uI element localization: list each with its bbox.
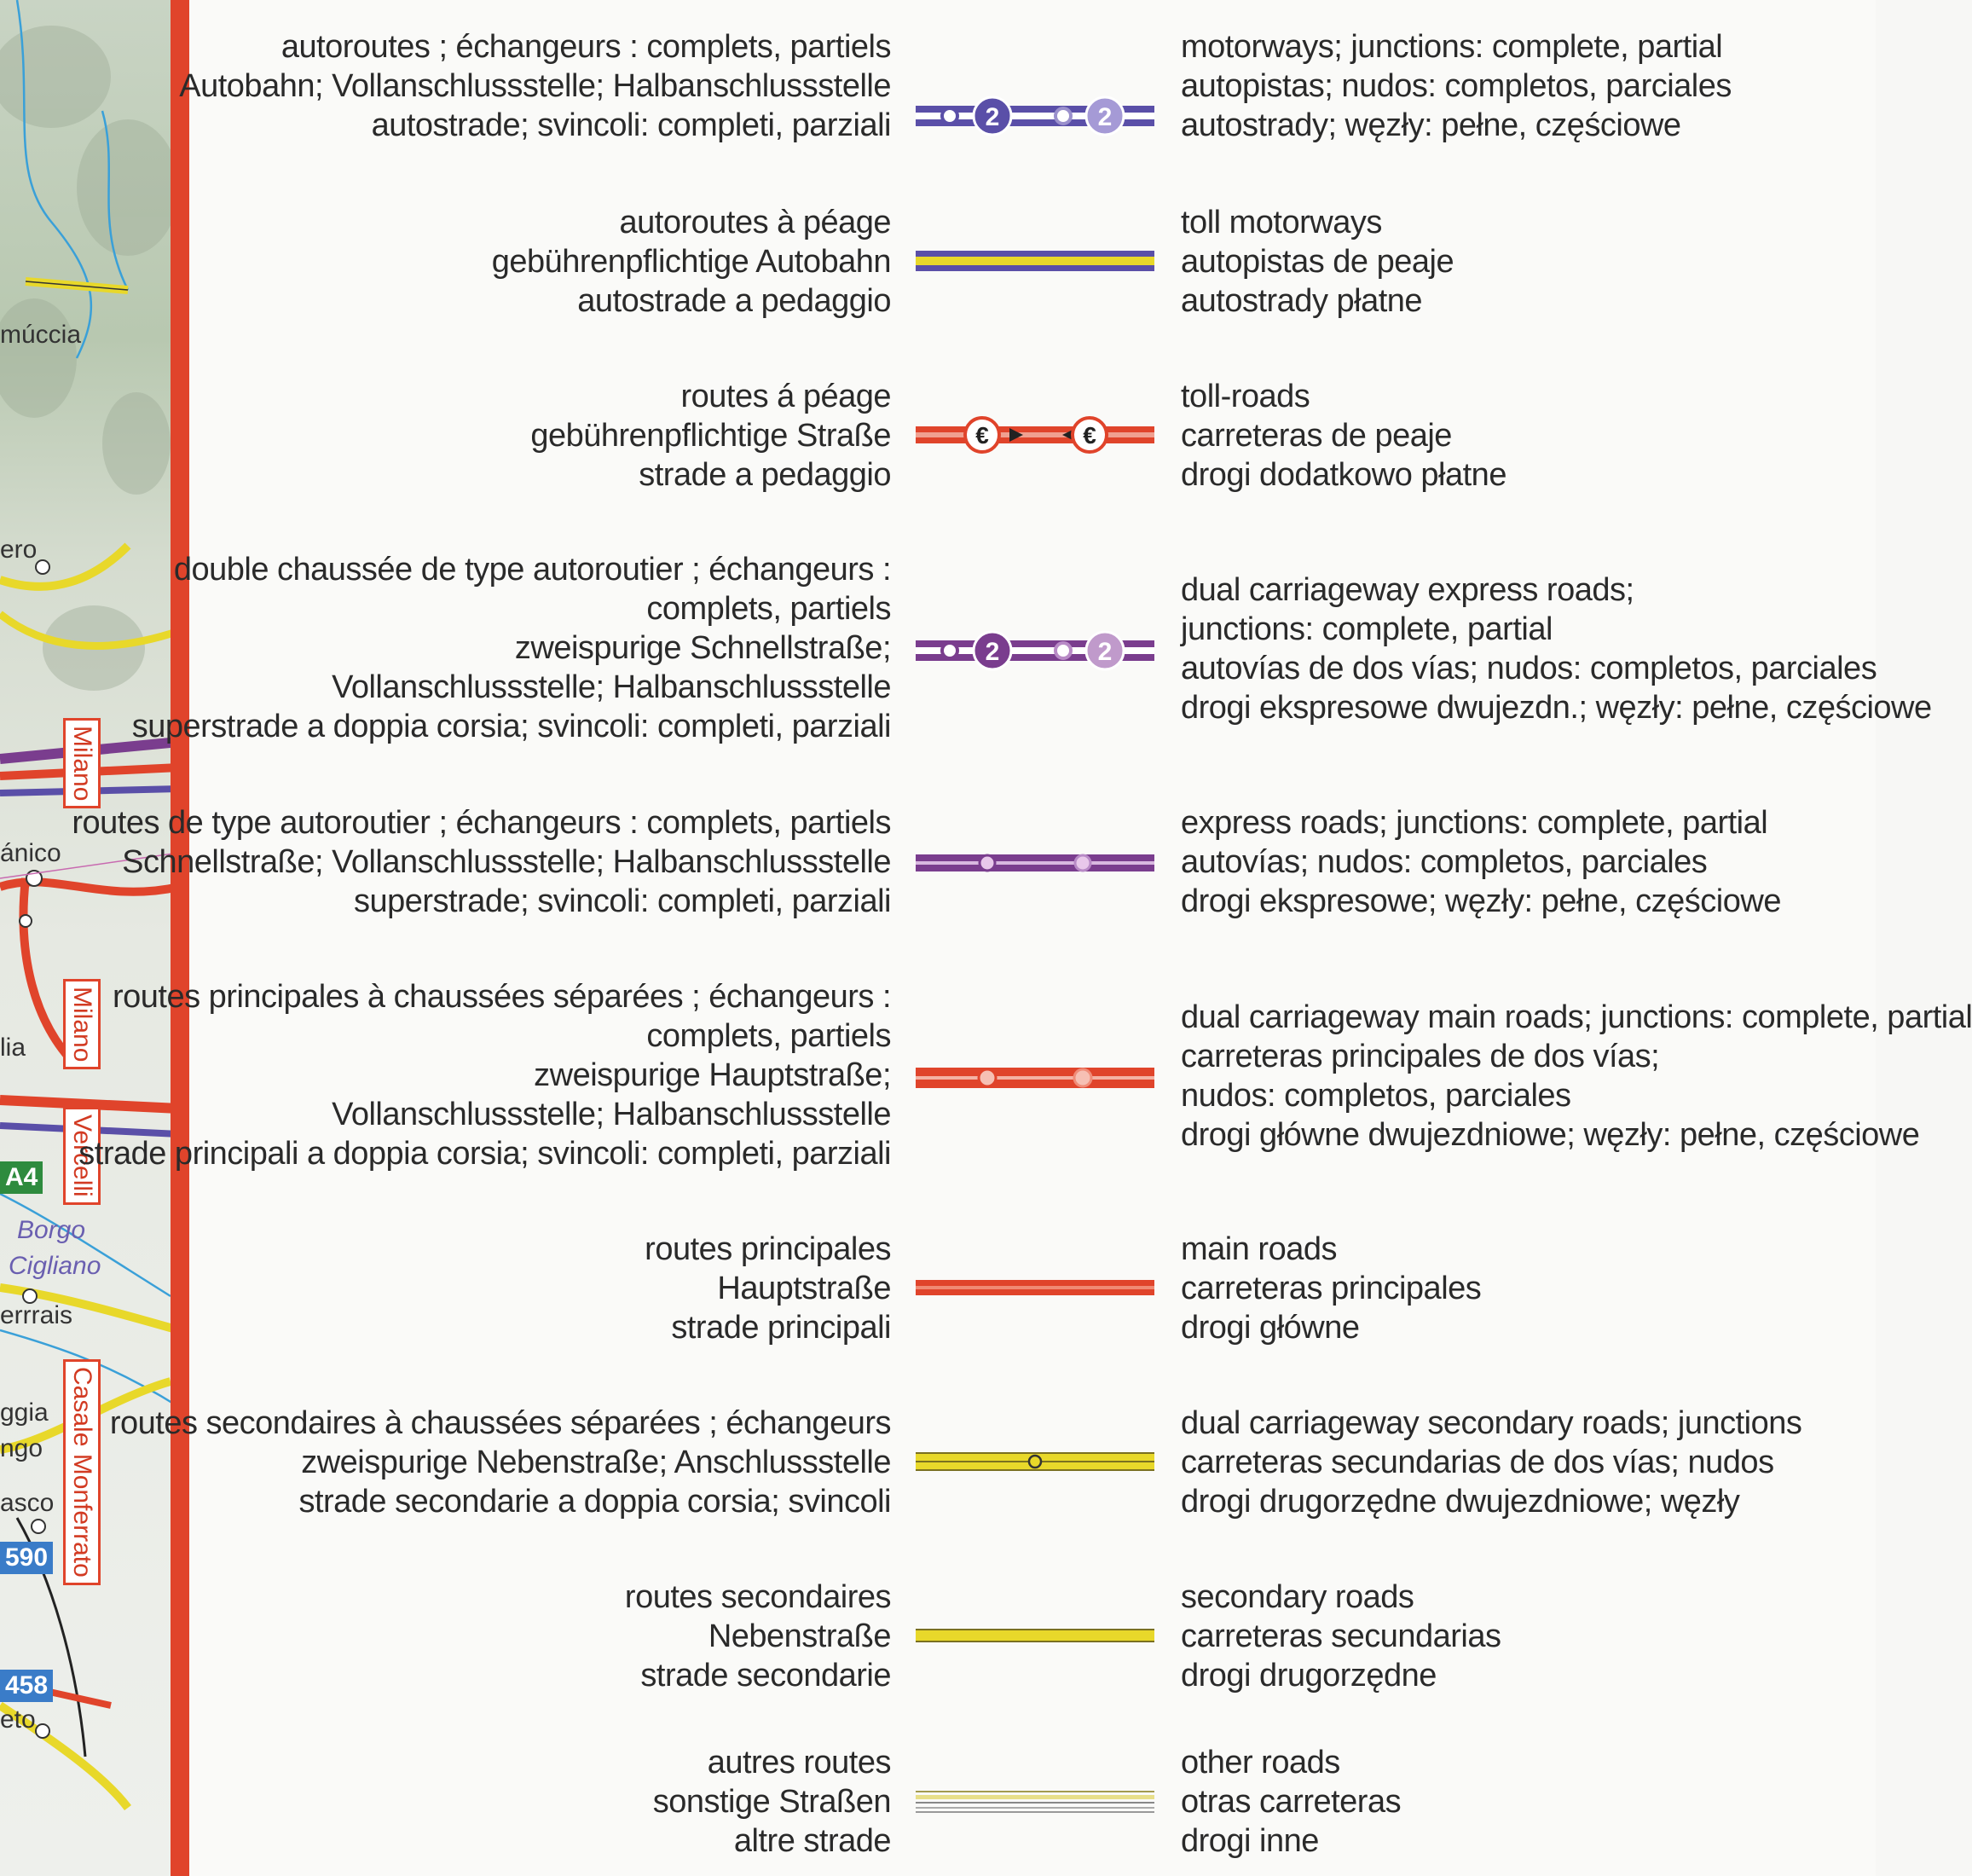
euro-icon: € — [975, 422, 989, 449]
legend-row-toll-roads — [189, 377, 1876, 496]
legend-text-right: express roads; junctions: complete, partial autovías; nudos: completos, parciales drogi ekspresowe; węzły: pełne, częściowe — [1181, 805, 1781, 919]
junction-number: 2 — [1097, 103, 1113, 131]
legend-text-left: routes principales à chaussées séparées ; échangeurs : complets, partiels zweispurige Hauptstraße; Vollanschlussstelle; Halbanschlussstelle strade principali a doppia corsia; svincoli: completi, parziali — [78, 979, 891, 1172]
dual-main-road-symbol — [916, 1052, 1154, 1103]
legend-text-left: routes secondaires à chaussées séparées ; échangeurs zweispurige Nebenstraße; Anschlussstelle strade secondarie a doppia corsia; svincoli — [109, 1405, 891, 1520]
toll-road-symbol — [916, 409, 1154, 460]
legend-text-right: toll motorways autopistas de peaje autostrady płatne — [1181, 205, 1454, 319]
express-road-symbol — [916, 837, 1154, 889]
place-label: lia — [0, 1034, 26, 1062]
legend-text-right: toll-roads carreteras de peaje drogi dodatkowo płatne — [1181, 379, 1506, 493]
legend-row-motorways — [179, 27, 1876, 147]
road-badge: 590 — [0, 1542, 53, 1574]
legend-text-right: other roads otras carreteras drogi inne — [1181, 1745, 1402, 1859]
map-frame-border — [171, 0, 189, 1876]
route-label: Milano — [63, 718, 101, 808]
legend-text-right: motorways; junctions: complete, partial autopistas; nudos: completos, parciales autostrady; węzły: pełne, częściowe — [1181, 29, 1732, 143]
place-label: ngo — [0, 1434, 43, 1462]
place-label: ero — [0, 536, 38, 564]
route-label: Vercelli — [63, 1107, 101, 1205]
place-label: errrais — [0, 1301, 73, 1329]
legend-text-right: main roads carreteras principales drogi główne — [1181, 1231, 1482, 1346]
legend-text-left: autoroutes à péage gebührenpflichtige Autobahn autostrade a pedaggio — [491, 205, 891, 319]
map-strip — [0, 0, 179, 1876]
legend-row-dual-express — [131, 550, 1932, 746]
route-label: Milano — [63, 979, 101, 1069]
legend-text-left: routes secondaires Nebenstraße strade secondarie — [624, 1579, 891, 1694]
route-label: Casale Monferrato — [63, 1359, 101, 1585]
legend-text-left: routes principales Hauptstraße strade principali — [645, 1231, 891, 1346]
legend-text-left: routes á péage gebührenpflichtige Straße strade a pedaggio — [530, 379, 891, 493]
legend-row-main-roads — [189, 1230, 1876, 1349]
legend-row-other-roads — [189, 1743, 1876, 1862]
legend-text-right: dual carriageway main roads; junctions: complete, partial carreteras principales de dos vías; nudos: completos, parciales drogi główne dwujezdniowe; węzły: pełne, częściowe — [1181, 999, 1972, 1153]
dual-express-junction-symbol — [916, 625, 1154, 676]
toll-motorway-symbol — [916, 235, 1154, 287]
legend-row-secondary-roads — [189, 1578, 1876, 1697]
place-label: ggia — [0, 1398, 49, 1427]
place-label: ánico — [0, 839, 61, 867]
legend-text-left: routes de type autoroutier ; échangeurs : complets, partiels Schnellstraße; Vollanschlussstelle; Halbanschlussstelle superstrade; svincoli: completi, parziali — [72, 805, 891, 919]
legend-text-left: autres routes sonstige Straßen altre strade — [652, 1745, 891, 1859]
place-label: asco — [0, 1489, 55, 1517]
secondary-road-symbol — [916, 1610, 1154, 1661]
legend-text-right: secondary roads carreteras secundarias drogi drugorzędne — [1181, 1579, 1501, 1694]
place-label: Cigliano — [9, 1252, 101, 1280]
junction-number: 2 — [985, 638, 1000, 666]
legend-text-right: dual carriageway secondary roads; junctions carreteras secundarias de dos vías; nudos drogi drugorzędne dwujezdniowe; węzły — [1181, 1405, 1802, 1520]
legend-row-dual-secondary-roads — [109, 1404, 1876, 1523]
euro-icon: € — [1083, 422, 1096, 449]
junction-number: 2 — [985, 103, 1000, 131]
road-badge: A4 — [0, 1161, 43, 1194]
other-road-symbol — [916, 1775, 1154, 1827]
legend-text-left: autoroutes ; échangeurs : complets, partiels Autobahn; Vollanschlussstelle; Halbanschlussstelle autostrade; svincoli: completi, parziali — [179, 29, 891, 143]
place-label: eto — [0, 1705, 36, 1734]
legend-row-toll-motorways — [189, 203, 1876, 322]
legend-row-express-roads — [72, 803, 1876, 923]
legend-text-left: double chaussée de type autoroutier ; échangeurs : complets, partiels zweispurige Schnellstraße; Vollanschlussstelle; Halbanschlussstelle superstrade a doppia corsia; svincoli: completi, parziali — [131, 552, 891, 744]
dual-secondary-road-symbol — [916, 1436, 1154, 1487]
legend-text-right: dual carriageway express roads; junctions: complete, partial autovías de dos vías; nudos: completos, parciales drogi ekspresowe dwujezdn.; węzły: pełne, częściowe — [1181, 572, 1932, 726]
main-road-symbol — [916, 1262, 1154, 1313]
place-label: Borgo — [17, 1216, 86, 1244]
place-label: múccia — [0, 321, 82, 349]
road-badge: 458 — [0, 1670, 53, 1702]
junction-number: 2 — [1097, 638, 1113, 666]
motorway-junction-symbol — [916, 90, 1154, 142]
